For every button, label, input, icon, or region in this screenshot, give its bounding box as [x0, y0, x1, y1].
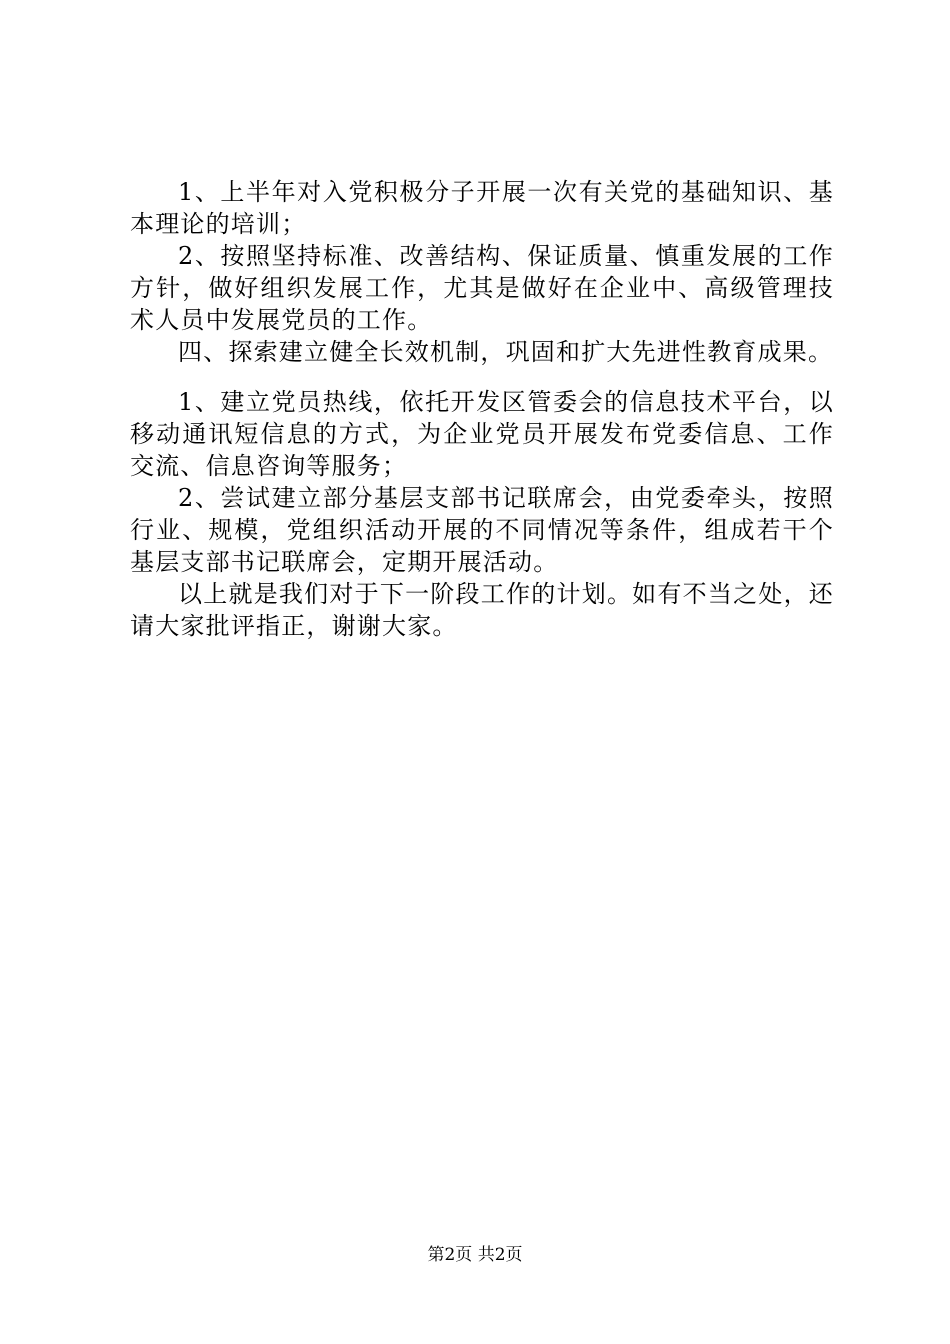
paragraph-item-2-development: 2、按照坚持标准、改善结构、保证质量、慎重发展的工作方针，做好组织发展工作，尤其是做好在企业中、高级管理技术人员中发展党员的工作。 — [130, 242, 834, 334]
paragraph-item-2-joint-meeting: 2、尝试建立部分基层支部书记联席会，由党委牵头，按照行业、规模，党组织活动开展的不同情况等条件，组成若干个基层支部书记联席会，定期开展活动。 — [130, 484, 834, 576]
section-heading-four: 四、探索建立健全长效机制，巩固和扩大先进性教育成果。 — [178, 338, 834, 366]
closing-paragraph: 以上就是我们对于下一阶段工作的计划。如有不当之处，还请大家批评指正，谢谢大家。 — [130, 580, 834, 640]
document-body — [130, 176, 834, 642]
paragraph-item-1-hotline: 1、建立党员热线，依托开发区管委会的信息技术平台，以移动通讯短信息的方式，为企业党员开展发布党委信息、工作交流、信息咨询等服务； — [130, 388, 834, 480]
page-number-footer: 第2页 共2页 — [427, 1245, 523, 1265]
paragraph-item-1-training: 1、上半年对入党积极分子开展一次有关党的基础知识、基本理论的培训； — [130, 178, 834, 238]
